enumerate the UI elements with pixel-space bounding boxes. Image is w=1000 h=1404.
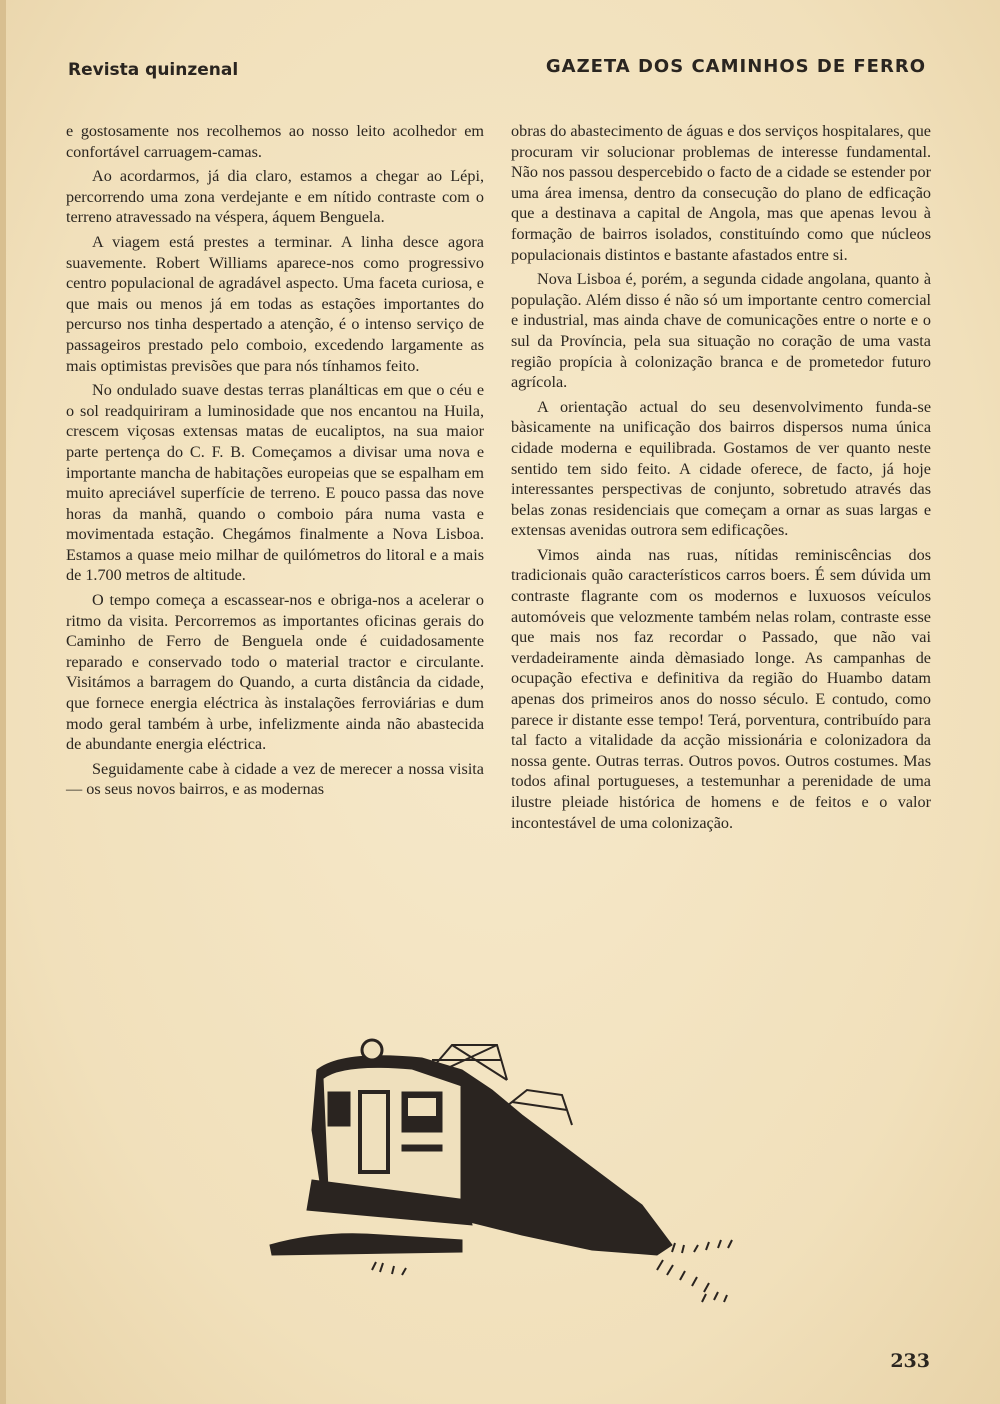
paragraph: No ondulado suave destas terras planálticas em que o céu e o sol readquiriram a luminosidade que nos encantou na Huila, crescem viçosas extensas matas de eucaliptos, na sua maior parte pertença do C. F. B. Começamos a divisar uma nova e importante mancha de habitações europeias que se espalham em muito apreciável superfície de terreno. E pouco passa das nove horas da manhã, quando o comboio pára numa vasta e movimentada estação. Chegámos finalmente a Nova Lisboa. Estamos a quase meio milhar de quilómetros do litoral e a mais de 1.700 metros de altitude. <box>66 381 484 585</box>
paragraph: Seguidamente cabe à cidade a vez de merecer a nossa visita — os seus novos bairros, e as modernas <box>66 759 484 799</box>
left-column <box>66 121 484 804</box>
page-number: 233 <box>890 1350 930 1372</box>
paragraph: O tempo começa a escassear-nos e obriga-nos a acelerar o ritmo da visita. Percorremos as importantes oficinas gerais do Caminho de Ferro de Benguela onde é cuidadosamente reparado e conservado todo o material tractor e circulante. Visitámos a barragem do Quando, a curta distância da cidade, que fornece energia eléctrica às instalações ferroviárias e dum modo geral também à urbe, infelizmente ainda não abastecida de abundante energia eléctrica. <box>66 591 484 754</box>
running-header-left: Revista quinzenal <box>68 60 239 80</box>
running-header-right: GAZETA DOS CAMINHOS DE FERRO <box>545 56 926 77</box>
paragraph: A viagem está prestes a terminar. A linha desce agora suavemente. Robert Williams aparece-nos como progressivo centro populacional de agradável aspecto. Uma faceta curiosa, e que mais ou menos já em todas as estações importantes do percurso nos tinha despertado a atenção, é o intenso serviço de passageiros prestado pelo comboio, excedendo largamente as mais optimistas previsões que para nós tínhamos feito. <box>66 232 484 375</box>
paragraph: e gostosamente nos recolhemos ao nosso leito acolhedor em confortável carruagem-camas. <box>66 122 484 161</box>
paragraph: A orientação actual do seu desenvolvimento funda-se bàsicamente na unificação dos bairros dispersos numa única cidade moderna e equilibrada. Gostamos de ver quanto neste sentido tem sido feito. A cidade oferece, de facto, já hoje interessantes perspectivas de conjunto, sobretudo através das belas zonas residenciais que começam a ornar as suas largas e extensas avenidas outrora sem edificações. <box>511 397 931 540</box>
paragraph: Ao acordarmos, já dia claro, estamos a chegar ao Lépi, percorrendo uma zona verdejante e em nítido contraste com o terreno atravessado na véspera, áquem Benguela. <box>66 167 484 227</box>
paragraph: obras do abastecimento de águas e dos serviços hospitalares, que procuram vir solucionar problemas de interesse fundamental. Não nos passou despercebido o facto de a cidade se estender por uma área imensa, dentro da consecução do plano de edficação que a destinava a capital de Angola, mas que apenas levou à formação de bairros isolados, constituíndo como que núcleos populacionais distintos e bastante afastados entre si. <box>511 122 931 264</box>
train-illustration <box>262 1030 742 1310</box>
right-column <box>511 121 931 837</box>
paragraph: Vimos ainda nas ruas, nítidas reminiscências dos tradicionais quão característicos carros boers. É sem dúvida um contraste flagrante com os modernos e luxuosos veículos automóveis que velozmente também nelas rolam, contraste esse que mais nos faz recordar o Passado, que não vai verdadeiramente ainda dèmasiado longe. As campanhas de ocupação efectiva e definitiva da região do Huambo datam apenas dos primeiros anos do nosso século. E contudo, como parece ir distante esse tempo! Terá, porventura, contribuído para tal facto a vitalidade da acção missionária e colonizadora da nossa gente. Outras terras. Outros povos. Outros costumes. Mas todos afinal portugueses, a testemunhar a perenidade de uma ilustre pleiade histórica de homens e de feitos e o valor incontestável de uma colonização. <box>511 545 931 832</box>
paragraph: Nova Lisboa é, porém, a segunda cidade angolana, quanto à população. Além disso é não só um importante centro comercial e industrial, mas ainda chave de comunicações entre o norte e o sul da Província, pela sua situação no coração de uma vasta região propícia à colonização branca e de prometedor futuro agrícola. <box>511 270 931 392</box>
page-edge <box>0 0 6 1404</box>
